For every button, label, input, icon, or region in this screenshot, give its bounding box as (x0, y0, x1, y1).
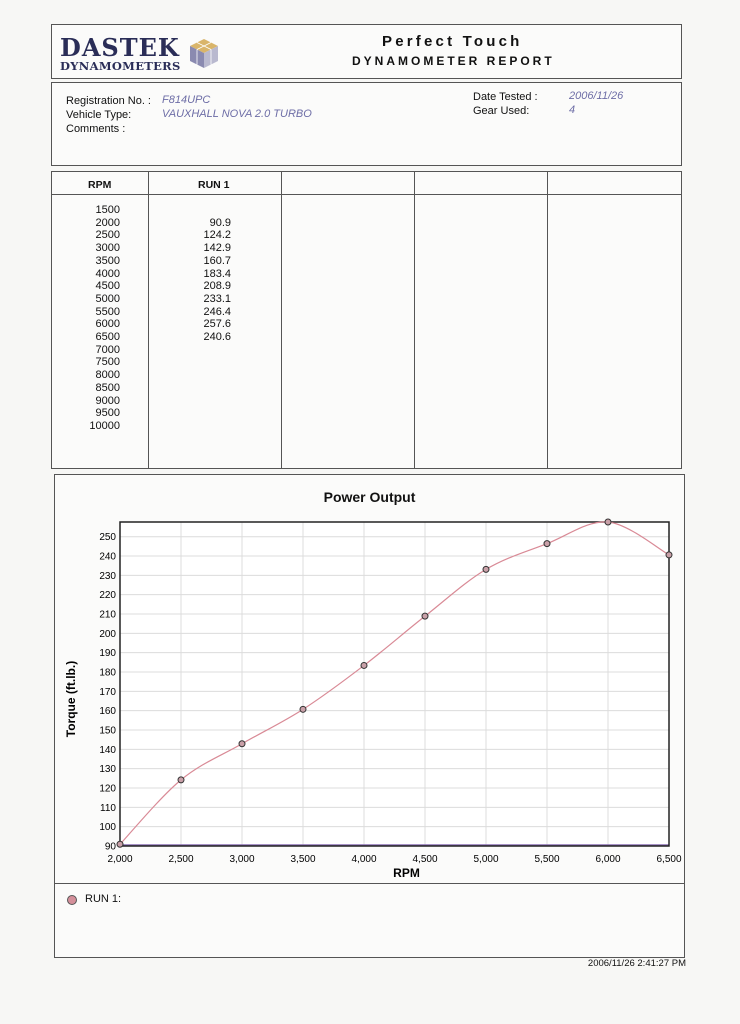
x-tick-label: 5,000 (473, 854, 499, 865)
table-header-run1: RUN 1 (198, 179, 230, 191)
legend-marker-icon (67, 895, 77, 905)
data-point (300, 706, 306, 712)
chart-title: Power Output (323, 489, 416, 505)
table-cell-rpm: 2000 (95, 216, 120, 229)
x-tick-label: 5,500 (534, 854, 560, 865)
table-divider (148, 172, 149, 468)
y-tick-label: 180 (99, 667, 116, 679)
data-point (422, 613, 428, 619)
table-cell-rpm: 9500 (95, 407, 120, 420)
table-cell-run1: 142.9 (203, 242, 231, 255)
table-cell-rpm: 4000 (95, 267, 120, 280)
y-tick-label: 190 (99, 648, 116, 660)
data-point (544, 541, 550, 547)
y-tick-label: 150 (99, 725, 116, 737)
logo-text-dastek: DASTEK (60, 33, 180, 62)
registration-value: F814UPC (162, 94, 211, 106)
x-tick-label: 2,000 (107, 854, 133, 865)
data-point (117, 841, 123, 847)
data-point (666, 552, 672, 558)
table-cell-run1: 124.2 (203, 229, 231, 242)
y-tick-label: 120 (99, 783, 116, 795)
y-tick-label: 110 (100, 802, 116, 814)
data-point (605, 519, 611, 525)
date-tested-label: Date Tested : (473, 91, 538, 103)
x-tick-label: 4,000 (351, 854, 377, 865)
table-cell-rpm: 5000 (95, 292, 120, 305)
data-point (361, 662, 367, 668)
table-cell-rpm: 5500 (95, 305, 120, 318)
registration-label: Registration No. : (66, 95, 151, 107)
rpm-column (82, 204, 120, 433)
table-cell-rpm: 9000 (95, 394, 120, 407)
gear-used-label: Gear Used: (473, 105, 530, 117)
cube-icon (188, 37, 220, 69)
table-divider (414, 172, 415, 468)
y-tick-label: 170 (99, 686, 116, 698)
y-tick-label: 230 (99, 570, 116, 582)
y-axis-label: Torque (ft.lb.) (64, 660, 78, 738)
vehicle-info-panel (51, 82, 682, 166)
table-cell-rpm: 3000 (95, 242, 120, 255)
report-timestamp: 2006/11/26 2:41:27 PM (587, 958, 686, 969)
x-tick-label: 4,500 (412, 854, 438, 865)
table-cell-run1: 90.9 (209, 216, 231, 229)
report-subtitle: DYNAMOMETER REPORT (352, 54, 555, 68)
x-tick-label: 3,500 (290, 854, 316, 865)
table-divider (547, 172, 548, 468)
logo-text-dynamometers: DYNAMOMETERS (60, 59, 181, 73)
table-cell-rpm: 8500 (95, 381, 120, 394)
y-tick-label: 140 (99, 744, 116, 756)
table-cell-rpm: 2500 (95, 229, 120, 242)
table-cell-run1: 183.4 (203, 267, 231, 280)
table-cell-run1: 240.6 (203, 331, 231, 344)
table-cell-run1: 233.1 (203, 292, 231, 305)
comments-label: Comments : (66, 123, 126, 135)
y-tick-label: 220 (99, 590, 116, 602)
legend-label: RUN 1: (85, 893, 122, 905)
report-header (51, 24, 682, 79)
power-output-chart (54, 474, 685, 958)
x-tick-label: 3,000 (229, 854, 255, 865)
x-tick-label: 6,500 (656, 854, 682, 865)
table-cell-rpm: 10000 (89, 419, 120, 432)
table-header-rpm: RPM (88, 179, 112, 191)
gear-used-value: 4 (569, 104, 576, 116)
y-tick-label: 250 (99, 532, 116, 544)
table-cell-rpm: 6500 (95, 331, 120, 344)
y-tick-label: 90 (104, 841, 116, 853)
run1-column (182, 204, 231, 344)
table-cell-rpm: 6000 (95, 318, 120, 331)
table-cell-run1: 160.7 (203, 254, 231, 267)
table-cell-run1: 208.9 (203, 280, 231, 293)
table-cell-rpm: 4500 (95, 280, 120, 293)
table-cell-rpm: 1500 (95, 204, 120, 216)
report-title: Perfect Touch (382, 33, 523, 50)
table-cell-run1: 246.4 (203, 305, 231, 318)
legend-divider (55, 883, 684, 884)
table-cell-rpm: 3500 (95, 254, 120, 267)
y-tick-label: 200 (99, 628, 116, 640)
vehicle-type-label: Vehicle Type: (66, 109, 132, 121)
table-cell-run1 (182, 204, 231, 217)
plot-area (120, 522, 669, 846)
table-header-divider (52, 194, 681, 195)
x-tick-label: 2,500 (168, 854, 194, 865)
x-tick-label: 6,000 (595, 854, 621, 865)
rpm-torque-table (51, 171, 682, 469)
data-point (239, 741, 245, 747)
y-tick-label: 240 (99, 551, 116, 563)
date-tested-value: 2006/11/26 (569, 90, 624, 102)
y-tick-label: 100 (99, 822, 116, 834)
data-point (178, 777, 184, 783)
table-cell-rpm: 8000 (95, 369, 120, 382)
x-axis-label: RPM (393, 866, 420, 880)
y-tick-label: 160 (99, 706, 116, 718)
vehicle-type-value: VAUXHALL NOVA 2.0 TURBO (162, 108, 312, 120)
data-point (483, 566, 489, 572)
table-cell-rpm: 7000 (95, 343, 120, 356)
y-tick-label: 210 (99, 609, 116, 621)
chart-plot (55, 475, 684, 883)
table-divider (281, 172, 282, 468)
y-tick-label: 130 (99, 764, 116, 776)
table-cell-rpm: 7500 (95, 356, 120, 369)
table-cell-run1: 257.6 (203, 318, 231, 331)
dastek-logo (60, 35, 230, 75)
